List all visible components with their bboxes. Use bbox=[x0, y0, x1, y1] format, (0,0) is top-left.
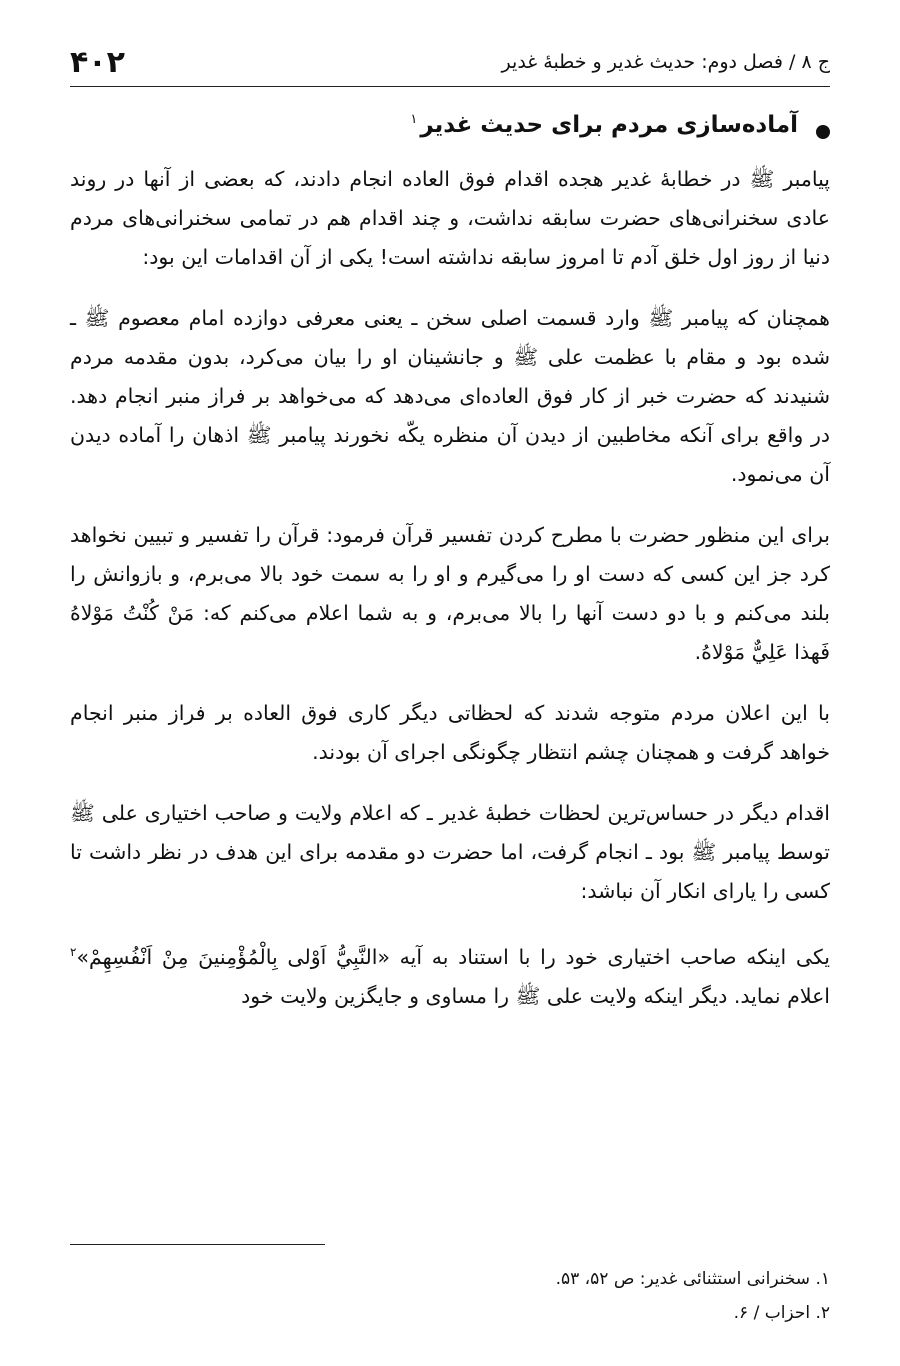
heading-text: آماده‌سازی مردم برای حدیث غدیر bbox=[420, 112, 798, 138]
page-header bbox=[70, 38, 830, 87]
footnote-divider bbox=[70, 1244, 325, 1245]
footnote-2: ۲. احزاب / ۶. bbox=[733, 1303, 830, 1323]
section-heading-text bbox=[410, 112, 798, 138]
paragraph-2: همچنان که پیامبر ﷺ وارد قسمت اصلی سخن ـ یعنی معرفی دوازده امام معصوم ﷺ ـ شده بود و مقام با عظمت علی ﷺ و جانشینان او را بیان می‌کرد، بدون مقدمه مردم شنیدند که حضرت خبر از کار فوق العاده‌ای می‌دهد که می‌خواهد بر فراز منبر انجام دهد. در واقع برای آنکه مخاطبین از دیدن آن منظره یکّه نخورند پیامبر ﷺ اذهان را آماده دیدن آن می‌نمود. bbox=[70, 306, 830, 486]
running-title: ج ۸ / فصل دوم: حدیث غدیر و خطبۀ غدیر bbox=[501, 51, 830, 73]
paragraph-3: برای این منظور حضرت با مطرح کردن تفسیر قرآن فرمود: قرآن را تفسیر و تبیین نخواهد کرد جز این کسی که دست او را می‌گیرم و او را به سمت خود بالا می‌برم، و بازوانش را بلند می‌کنم و با دو دست آنها را بالا می‌برم، و به شما اعلام می‌کنم که: مَنْ كُنْتُ مَوْلاهُ فَهذا عَلِيٌّ مَوْلاهُ. bbox=[70, 523, 830, 664]
footnote-ref-1[interactable]: ۱ bbox=[410, 112, 418, 128]
section-heading bbox=[70, 112, 830, 139]
paragraph-4: با این اعلان مردم متوجه شدند که لحظاتی دیگر کاری فوق العاده بر فراز منبر انجام خواهد گرفت و همچنان چشم انتظار چگونگی اجرای آن بودند. bbox=[70, 701, 830, 764]
paragraph-6-part-2: اعلام نماید. دیگر اینکه ولایت علی ﷺ را مساوی و جایگزین ولایت خود bbox=[241, 983, 830, 1008]
paragraph-5: اقدام دیگر در حساس‌ترین لحظات خطبۀ غدیر ـ که اعلام ولایت و صاحب اختیاری علی ﷺ توسط پیامبر ﷺ بود ـ انجام گرفت، اما حضرت دو مقدمه برای این هدف در نظر داشت تا کسی را یارای انکار آن نباشد: bbox=[70, 801, 830, 903]
footnote-1: ۱. سخنرانی استثنائی غدیر: ص ۵۲، ۵۳. bbox=[555, 1269, 830, 1289]
body-text bbox=[70, 160, 830, 1038]
paragraph-1: پیامبر ﷺ در خطابۀ غدیر هجده اقدام فوق العاده انجام دادند، که بعضی از آنها در روند عادی سخنرانی‌های حضرت سابقه نداشت، و چند اقدام هم در تمامی سخنرانی‌های مردم دنیا از روز اول خلق آدم تا امروز سابقه نداشته است! یکی از آن اقدامات این بود: bbox=[70, 167, 830, 269]
paragraph-6 bbox=[70, 933, 830, 1016]
book-page bbox=[70, 0, 830, 1366]
paragraph-6-part-1: یکی اینکه صاحب اختیاری خود را با استناد به آیه «النَّبِيُّ اَوْلى بِالْمُؤْمِنينَ مِنْ اَنْفُسِهِمْ» bbox=[76, 944, 830, 969]
footnote-ref-2[interactable]: ۲ bbox=[70, 945, 77, 959]
bullet-icon bbox=[816, 125, 830, 139]
page-number: ۴۰۲ bbox=[70, 44, 125, 80]
footnotes bbox=[70, 1262, 830, 1330]
